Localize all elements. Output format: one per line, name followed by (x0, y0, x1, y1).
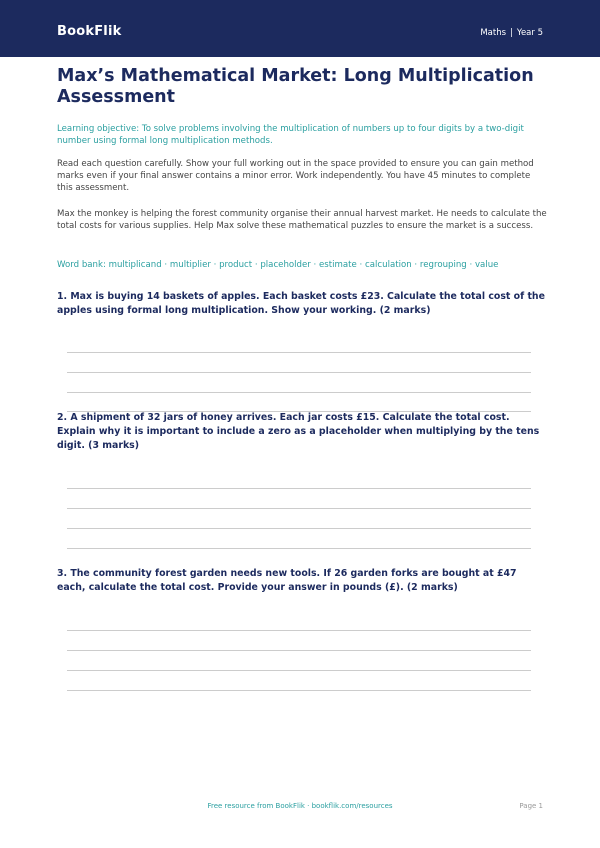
intro-paragraph: Max the monkey is helping the forest community organise their annual harvest market. He needs to calculate the total costs for various supplies. Help Max solve these mathematical puzzles to ensure the market is a success. (57, 209, 547, 231)
word-bank: Word bank: multiplicand · multiplier · product · placeholder · estimate · calculation · regrouping · value (57, 260, 499, 270)
answer-line[interactable] (67, 528, 531, 529)
answer-line[interactable] (67, 488, 531, 489)
page-title: Max’s Mathematical Market: Long Multiplication Assessment (57, 66, 534, 107)
question-3: 3. The community forest garden needs new tools. If 26 garden forks are bought at £47 each, calculate the total cost. Provide your answer in pounds (£). (2 marks) (57, 568, 517, 593)
question-1: 1. Max is buying 14 baskets of apples. Each basket costs £23. Calculate the total cost of the apples using formal long multiplication. Show your working. (2 marks) (57, 291, 545, 316)
answer-line[interactable] (67, 650, 531, 651)
answer-line[interactable] (67, 508, 531, 509)
answer-line[interactable] (67, 670, 531, 671)
answer-line[interactable] (67, 690, 531, 691)
year-label: Year 5 (516, 28, 543, 38)
answer-line[interactable] (67, 352, 531, 353)
learning-objective: Learning objective: To solve problems involving the multiplication of numbers up to four digits by a two-digit number using formal long multiplication methods. (57, 124, 524, 146)
subject-label: Maths (480, 28, 507, 38)
footer-credit: Free resource from BookFlik · bookflik.com/resources (207, 802, 393, 810)
page-header (0, 0, 600, 57)
answer-line[interactable] (67, 372, 531, 373)
meta-separator: | (510, 28, 513, 38)
question-2: 2. A shipment of 32 jars of honey arrives. Each jar costs £15. Calculate the total cost. Explain why it is important to include a zero as a placeholder when multiplying by the tens digit. (3 marks) (57, 412, 540, 451)
answer-line[interactable] (67, 548, 531, 549)
page-number: Page 1 (519, 802, 543, 810)
header-meta (480, 28, 543, 38)
instructions-paragraph: Read each question carefully. Show your full working out in the space provided to ensure you can gain method marks even if your final answer contains a minor error. Work independently. You have 45 minutes to complete this assessment. (57, 159, 534, 193)
brand-logo: BookFlik (57, 24, 122, 39)
answer-line[interactable] (67, 392, 531, 393)
answer-line[interactable] (67, 630, 531, 631)
